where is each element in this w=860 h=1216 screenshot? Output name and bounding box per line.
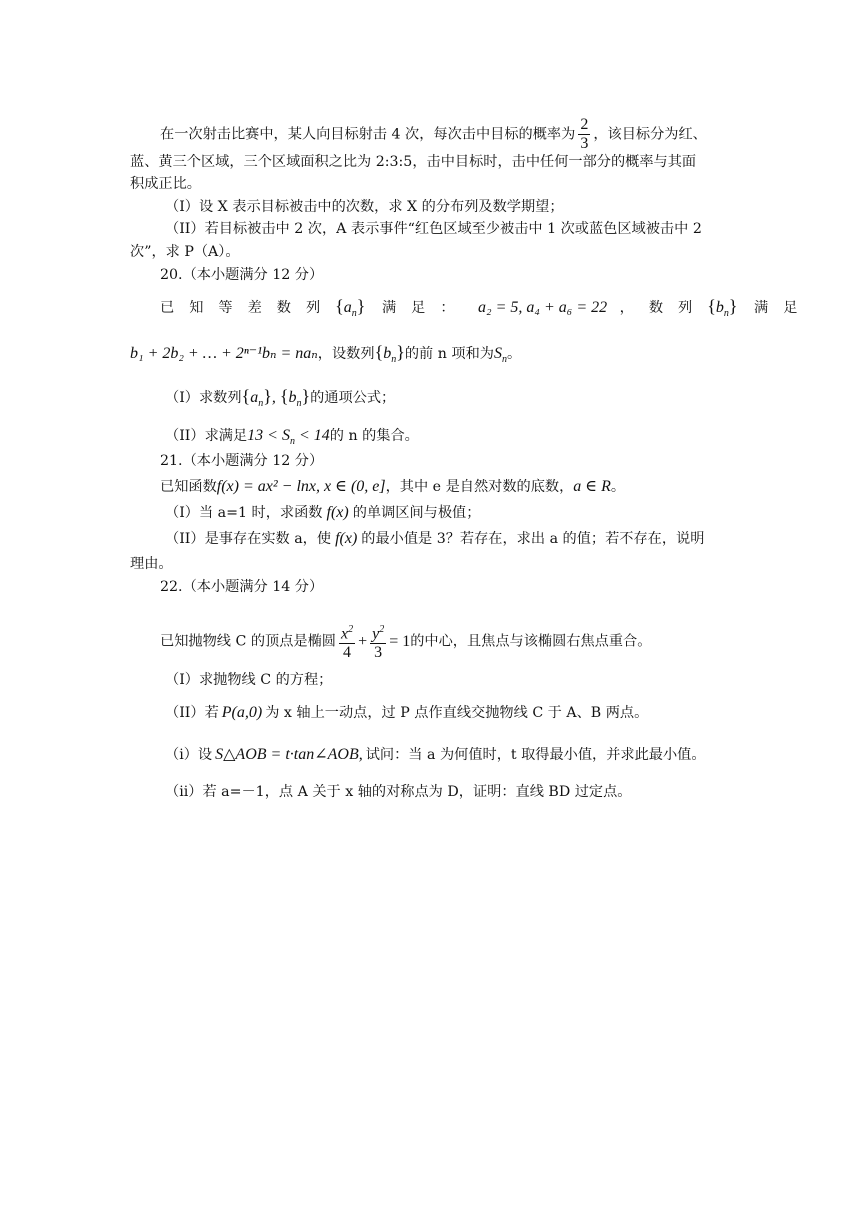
p19-text-1b: ，该目标分为红、 (593, 126, 707, 143)
p22-l1-text-a: 已知抛物线 C 的顶点是椭圆 (160, 633, 336, 650)
fraction-denominator: 3 (580, 135, 589, 152)
p20-l1-end: 满足 (754, 300, 813, 316)
p21-q1-text-b: 的单调区间与极值； (352, 505, 481, 521)
p20-q1-text-b: 的通项公式； (310, 390, 396, 406)
area-formula: S△AOB = t·tan∠AOB, (215, 746, 363, 763)
p20-q2-text-b: 的 n 的集合。 (329, 428, 419, 444)
seq-a-set: $\{a_n\}$ (335, 296, 366, 320)
ellipse-equation: $\frac{x^2}{4}$ + $\frac{y^2}{3}$ = 1 (336, 634, 410, 650)
p20-l2-end: 的前 n 项和为 (404, 346, 494, 362)
seq-b-set: $\{b_n\}$ (707, 296, 738, 320)
p20-l1-mid1: 满足： (381, 300, 470, 316)
sum-sn: $S_n$ (493, 345, 507, 366)
function-definition: f(x) = ax² − lnx, x ∈ (0, e] (216, 478, 386, 495)
p21-q2-text-a: （II）是事存在实数 a，使 (165, 531, 332, 547)
p19-line2: 蓝、黄三个区域，三个区域面积之比为 2:3:5，击中目标时，击中任何一部分的概率与其面 (130, 154, 697, 170)
p22-line1 (160, 621, 760, 662)
p22-q2-text-a: （II）若 (165, 705, 219, 721)
p20-q2-text-a: （II）求满足 (165, 428, 248, 444)
p20-line1 (160, 296, 813, 324)
p21-l1-text-a: 已知函数 (160, 479, 217, 495)
p20-l2-text: ，设数列 (317, 346, 375, 362)
p21-question2 (165, 529, 765, 549)
fx-symbol: f(x) (326, 504, 349, 521)
p22-q2-text-b: 为 x 轴上一动点，过 P 点作直线交抛物线 C 于 A、B 两点。 (265, 705, 649, 721)
a-in-R: a ∈ R (573, 478, 611, 495)
p21-header: 21.（本小题满分 12 分） (160, 453, 324, 469)
p22-question1: （I）求抛物线 C 的方程； (165, 672, 333, 688)
p22-l1-text-b: 的中心，且焦点与该椭圆右焦点重合。 (410, 633, 652, 650)
p19-text-1a: 在一次射击比赛中，某人向目标射击 4 次，每次击中目标的概率为 (160, 126, 576, 143)
p22-qi-text-a: （i）设 (165, 747, 213, 763)
p20-question2 (165, 426, 765, 452)
p21-question2-c: 理由。 (130, 556, 173, 572)
p21-l1-text-c: 。 (610, 479, 626, 495)
probability-fraction (578, 116, 590, 153)
fraction-numerator: 2 (580, 116, 589, 133)
p19-question1: （I）设 X 表示目标被击中的次数，求 X 的分布列及数学期望； (165, 199, 564, 215)
p20-l2-tail: 。 (506, 346, 522, 362)
p22-qi-text-b: 试问：当 a 为何值时，t 取得最小值，并求此最小值。 (365, 747, 706, 763)
p19-line3: 积成正比。 (130, 176, 201, 192)
fx-symbol-2: f(x) (335, 530, 358, 547)
p20-l1-mid2: ，数列 (619, 300, 708, 316)
point-P: P(a,0) (221, 704, 263, 721)
p22-question2 (165, 703, 765, 723)
p22-question-ii: （ii）若 a=－1，点 A 关于 x 轴的对称点为 D，证明：直线 BD 过定点。 (165, 784, 632, 800)
p19-line1 (160, 116, 760, 153)
p22-header: 22.（本小题满分 14 分） (160, 579, 324, 595)
p20-line2 (130, 342, 730, 370)
sn-inequality: $13 < S_n < 14$ (247, 427, 330, 448)
p20-header: 20.（本小题满分 12 分） (160, 267, 324, 283)
p20-question1 (165, 386, 765, 414)
p20-l1-prefix: 已知等差数列 (160, 300, 336, 316)
p20-condition: a₂ = 5, a₄ + a₆ = 22 (478, 299, 608, 316)
p19-question2-a: （II）若目标被击中 2 次，A 表示事件“红色区域至少被击中 1 次或蓝色区域被击中 2 (165, 221, 702, 237)
p21-line1 (160, 477, 760, 497)
seq-ab-sets: $\{a_n\}$, $\{b_n\}$ (241, 386, 311, 410)
p20-q1-text-a: （I）求数列 (165, 390, 242, 406)
p21-l1-text-b: ，其中 e 是自然对数的底数， (385, 479, 574, 495)
seq-b-set-2: $\{b_n\}$ (374, 342, 405, 366)
p22-question-i (165, 745, 765, 765)
p21-q1-text-a: （I）当 a=1 时，求函数 (165, 505, 323, 521)
p21-q2-text-b: 的最小值是 3？若存在，求出 a 的值；若不存在，说明 (361, 531, 705, 547)
p20-recurrence: b₁ + 2b₂ + … + 2ⁿ⁻¹bₙ = naₙ (130, 345, 318, 362)
p19-question2-b: 次”，求 P（A）。 (130, 244, 240, 260)
p21-question1 (165, 503, 765, 523)
